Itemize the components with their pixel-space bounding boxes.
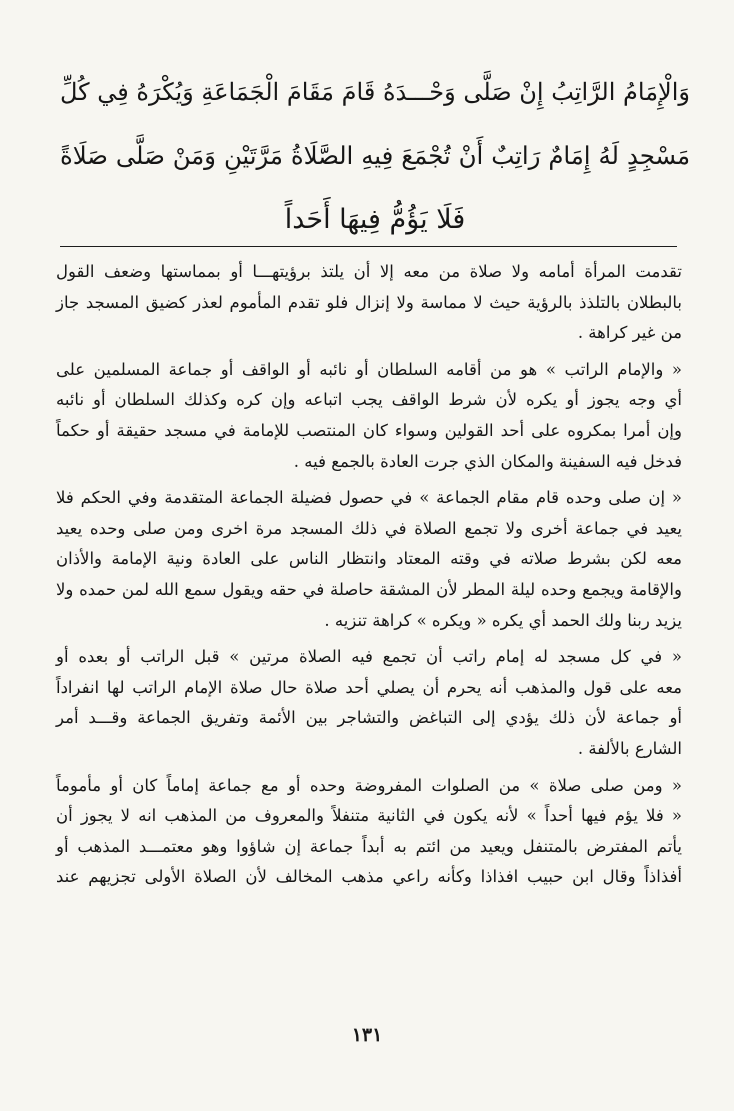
commentary-line: أي وجه يجوز أو يكره لأن شرط الواقف يجب اتباعه وإن كره وكذلك السلطان أو نائبه (56, 390, 682, 410)
commentary-paragraph (56, 257, 682, 349)
matn-line: مَسْجِدٍ لَهُ إِمَامٌ رَاتِبٌ أَنْ تُجْمَعَ فِيهِ الصَّلَاةُ مَرَّتَيْنِ وَمَنْ صَلَّى صَلَاةً (60, 141, 690, 170)
commentary-line: « ومن صلى صلاة » من الصلوات المفروضة وحده أو مع جماعة إماماً كان أو مأموماً (56, 775, 682, 795)
matn-line: فَلَا يَؤُمُّ فِيهَا أَحَداً (284, 204, 466, 235)
commentary-line: وإن أمرا بمكروه على أحد القولين وسواء كان المنتصب للإمامة في مسجد حقيقة أو حكماً (56, 420, 682, 440)
commentary-line: الشارع بالألفة . (577, 738, 682, 758)
commentary-line: يعيد في جماعة أخرى ولا تجمع الصلاة في ذلك المسجد مرة اخرى ومن صلى وحده يعيد (56, 518, 682, 538)
commentary-line: « في كل مسجد له إمام راتب أن تجمع فيه الصلاة مرتين » قبل الراتب أو بعده أو (56, 647, 682, 667)
commentary-line: يزيد ربنا ولك الحمد أي يكره « ويكره » كراهة تنزيه . (324, 610, 682, 630)
commentary-line: فدخل فيه السفينة والمكان الذي جرت العادة بالجمع فيه . (293, 451, 682, 471)
commentary-line: بالبطلان بالتلذذ بالرؤية حيث لا مماسة ولا إنزال فلو تقدم المأموم لعذر كضيق المسجد جاز (56, 292, 682, 312)
commentary-paragraph (56, 771, 682, 893)
page-number: ١٣١ (351, 1024, 383, 1046)
commentary-line: معه لكن بشرط صلاته في وقته المعتاد وانتظار الناس على العادة ونية الإمامة والأذان (56, 549, 682, 569)
matn-line: وَالْإِمَامُ الرَّاتِبُ إِنْ صَلَّى وَحْـــدَهُ قَامَ مَقَامَ الْجَمَاعَةِ وَيُكْرَهُ فِي كُلِّ (60, 78, 690, 106)
commentary-line: « والإمام الراتب » هو من أقامه السلطان أو نائبه أو الواقف أو جماعة المسلمين على (56, 359, 682, 379)
commentary-paragraph (56, 483, 682, 636)
separator-rule (60, 246, 677, 247)
commentary-line: والإقامة ويجمع وحده ليلة المطر لأن المشقة حاصلة في حقه ويقول سمع الله لمن حمده ولا (56, 579, 682, 599)
matn-block (60, 60, 690, 252)
commentary-line: تقدمت المرأة أمامه ولا صلاة من معه إلا أن يلتذ برؤيتهـــا أو بمماستها وضعف القول (56, 262, 682, 281)
commentary-block (56, 257, 682, 893)
commentary-paragraph (56, 355, 682, 477)
commentary-line: معه على قول والمذهب أنه يحرم أن يصلي أحد صلاة حال صلاة الإمام الراتب لها انفراداً (56, 677, 682, 697)
commentary-line: أفذاذاً وقال ابن حبيب افذاذا وكأنه راعي مذهب المخالف لأن الصلاة الأولى تجزيهم عند (56, 867, 682, 887)
commentary-line: « فلا يؤم فيها أحداً » لأنه يكون في الثانية متنفلاً والمعروف من المذهب انه لا يجوز أن (56, 806, 682, 826)
commentary-line: يأتم المفترض بالمتنفل ويعيد من ائتم به أبداً جماعة إن شاؤوا وهو معتمـــد المذهب أو (56, 836, 682, 856)
commentary-line: « إن صلى وحده قام مقام الجماعة » في حصول فضيلة الجماعة المتقدمة وفي الحكم فلا (56, 488, 682, 508)
commentary-line: من غير كراهة . (577, 323, 682, 343)
commentary-line: أو جماعة لأن ذلك يؤدي إلى التباغض والتشاجر بين الأئمة وتفريق الجماعة وقـــد أمر (56, 708, 682, 728)
commentary-paragraph (56, 642, 682, 764)
